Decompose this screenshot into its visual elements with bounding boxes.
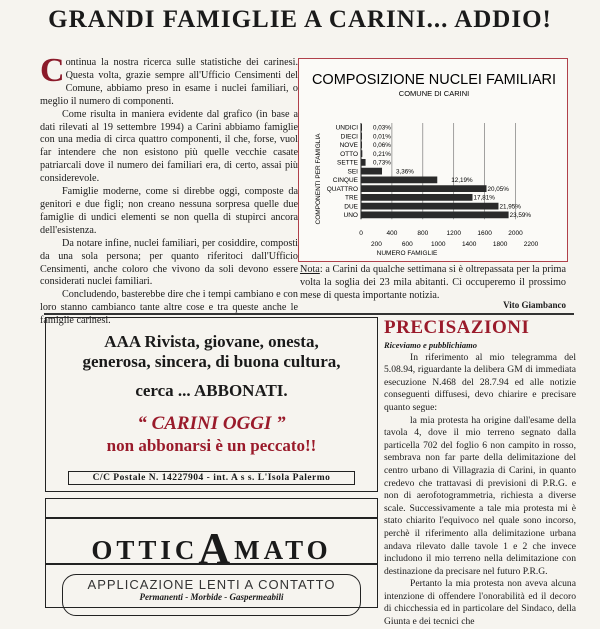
precisazioni-column bbox=[384, 317, 576, 629]
y-tick-label: QUATTRO bbox=[326, 185, 358, 193]
section-title: PRECISAZIONI bbox=[384, 317, 530, 338]
author: Vito Giambanco bbox=[503, 300, 566, 310]
data-label: 0,01% bbox=[373, 133, 391, 141]
family-composition-chart bbox=[298, 58, 568, 262]
x-tick-label: 1400 bbox=[461, 241, 477, 248]
bar bbox=[361, 150, 362, 157]
article-paragraph: Come risulta in maniera evidente dal grafico (in base a dati rilevati al 19 settembre 1994) a Carini abbiamo famiglie con una media di circa quattro componenti, il che, forse, vuol far intendere che non esistono più quelle vecchie casate patriarcali dove il numero dei familiari era, di certo, assai più considerevole. bbox=[40, 108, 298, 185]
headline: GRANDI FAMIGLIE A CARINI... ADDIO! bbox=[48, 6, 552, 33]
article-body bbox=[40, 52, 298, 328]
x-tick-label: 0 bbox=[359, 230, 363, 237]
x-tick-label: 2000 bbox=[508, 230, 523, 237]
x-tick-label: 1600 bbox=[477, 230, 492, 237]
y-tick-label: UNO bbox=[343, 212, 358, 219]
y-tick-label: DUE bbox=[344, 203, 358, 211]
x-tick-label: 800 bbox=[417, 230, 429, 237]
postal-account: C/C Postale N. 14227904 - int. A s s. L'Isola Palermo bbox=[68, 471, 355, 485]
drop-cap: C bbox=[40, 52, 65, 89]
bar bbox=[361, 177, 437, 184]
lens-types: Permanenti - Morbide - Gaspermeabili bbox=[139, 592, 284, 602]
note-text: : a Carini da qualche settimana si è oltrepassata per la prima volta la soglia dei 23 mila abitanti. Ci occuperemo il prossimo mese di questa importante notizia. bbox=[300, 264, 566, 301]
bar bbox=[361, 124, 362, 131]
y-tick-label: UNDICI bbox=[335, 124, 358, 132]
ottica-amato-ad bbox=[45, 498, 378, 608]
chart-svg bbox=[299, 59, 569, 263]
letter-paragraph: In riferimento al mio telegramma del 5.08.94, riguardante la delibera GM di immediata esecuzione N.468 del 28.7.94 ed alle notizie conseguenti diffusesi, devo chiarire e precisare quanto segue: bbox=[384, 351, 576, 413]
y-axis-label: COMPONENTI PER FAMIGLIA bbox=[315, 133, 322, 225]
letter-paragraph: Pertanto la mia protesta non aveva alcuna intenzione di offendere l'onorabilità ed il decoro di chicchessia ed in particolare del Sindaco, della Giunta e dei tecnici che bbox=[384, 578, 576, 628]
y-tick-label: CINQUE bbox=[332, 177, 358, 184]
article-paragraph bbox=[40, 52, 298, 109]
data-label: 20,05% bbox=[487, 185, 509, 193]
ad-line: AAA Rivista, giovane, onesta, bbox=[104, 332, 319, 351]
article-paragraph: Da notare infine, nuclei familiari, per cosiddire, composti da una sola persona; per quanto riferitoci dall'Ufficio Censimenti, anche coloro che vivono da soli devono essere considerati nuclei familiari. bbox=[40, 237, 298, 288]
x-tick-label: 400 bbox=[386, 230, 398, 237]
data-label: 0,06% bbox=[373, 142, 391, 149]
bar bbox=[361, 159, 366, 166]
shop-logo: OTTICAMATO bbox=[91, 524, 332, 573]
bar bbox=[361, 168, 382, 175]
x-tick-label: 2200 bbox=[523, 241, 539, 248]
article-paragraph: Concludendo, basterebbe dire che i tempi cambiano e con loro stanno cambianco tante altre cose e tra queste anche le famiglie carinesi. bbox=[40, 289, 298, 327]
data-label: 17,81% bbox=[473, 194, 495, 202]
ad-slogan: non abbonarsi è un peccato!! bbox=[106, 436, 317, 455]
chart-note bbox=[300, 263, 566, 302]
y-tick-label: NOVE bbox=[339, 142, 358, 149]
y-tick-label: SETTE bbox=[337, 159, 358, 167]
bar bbox=[361, 133, 362, 140]
data-label: 0,21% bbox=[373, 150, 391, 158]
chart-subtitle: COMUNE DI CARINI bbox=[398, 89, 470, 98]
subscription-ad bbox=[45, 317, 378, 492]
letter-paragraph: la mia protesta ha origine dall'esame della tavola 4, dove il mio terreno segnato dalla particella 702 del foglio 6 non campito in rosso, sembrava non far parte della delimitazione del centro urbano di Villagrazia di Carini, in quanto credevo che trattavasi di previsioni di P.R.G. e non di aerofotogrammetria, richiesta a diverse scale. Successivamente a tale mia protesta mi è stato chiarito l'equivoco nel quale sono incorso, perchè il riferimento alla delimitazione urbana andava rilevato dalle tavole 1 e 2 che invece includono il mio terreno nella delimitazione con destinazione da precisare nel futuro P.R.G. bbox=[384, 414, 576, 577]
y-tick-label: SEI bbox=[347, 168, 358, 176]
service-text: APPLICAZIONE LENTI A CONTATTO bbox=[87, 577, 336, 592]
ad-line: generosa, sincera, di buona cultura, bbox=[82, 352, 341, 371]
ad-line: cerca ... ABBONATI. bbox=[135, 381, 288, 400]
data-label: 21,95% bbox=[499, 203, 521, 211]
bar bbox=[361, 194, 473, 201]
x-tick-label: 1200 bbox=[446, 230, 461, 237]
data-label: 12,19% bbox=[451, 177, 473, 184]
service-box bbox=[62, 574, 361, 616]
data-label: 0,73% bbox=[373, 159, 391, 167]
x-axis-label: NUMERO FAMIGLIE bbox=[376, 250, 438, 257]
x-tick-label: 1000 bbox=[431, 241, 446, 248]
x-tick-label: 600 bbox=[401, 241, 413, 248]
y-tick-label: DIECI bbox=[340, 133, 358, 141]
magazine-name: “ CARINI OGGI ” bbox=[137, 413, 286, 434]
chart-title: COMPOSIZIONE NUCLEI FAMILIARI bbox=[311, 72, 557, 88]
data-label: 0,03% bbox=[373, 124, 391, 132]
article-paragraph: Famiglie moderne, come si direbbe oggi, composte da genitori e due figli; non creano nessuna sorpresa quelle due famiglie di undici elementi se non quella di stupirci ancora dell'esistenza. bbox=[40, 186, 298, 236]
divider bbox=[44, 313, 574, 315]
x-tick-label: 200 bbox=[371, 241, 382, 248]
data-label: 23,59% bbox=[509, 212, 531, 219]
note-label: Nota bbox=[300, 264, 320, 275]
data-label: 3,36% bbox=[396, 168, 414, 176]
bar bbox=[361, 203, 498, 210]
bar bbox=[361, 142, 362, 149]
x-tick-label: 1800 bbox=[492, 241, 508, 248]
y-tick-label: TRE bbox=[345, 194, 358, 202]
paragraph-text: ontinua la nostra ricerca sulle statistiche dei carinesi. Questa volta, grazie sempre all'Ufficio Censimenti del Comune, abbiamo preso in esame i nuclei familiari, o meglio il numero di componenti. bbox=[40, 57, 298, 107]
decor-line bbox=[46, 517, 377, 519]
y-tick-label: OTTO bbox=[340, 150, 358, 158]
bar bbox=[361, 185, 486, 192]
section-subtitle: Riceviamo e pubblichiamo bbox=[384, 340, 478, 350]
bar bbox=[361, 212, 509, 219]
